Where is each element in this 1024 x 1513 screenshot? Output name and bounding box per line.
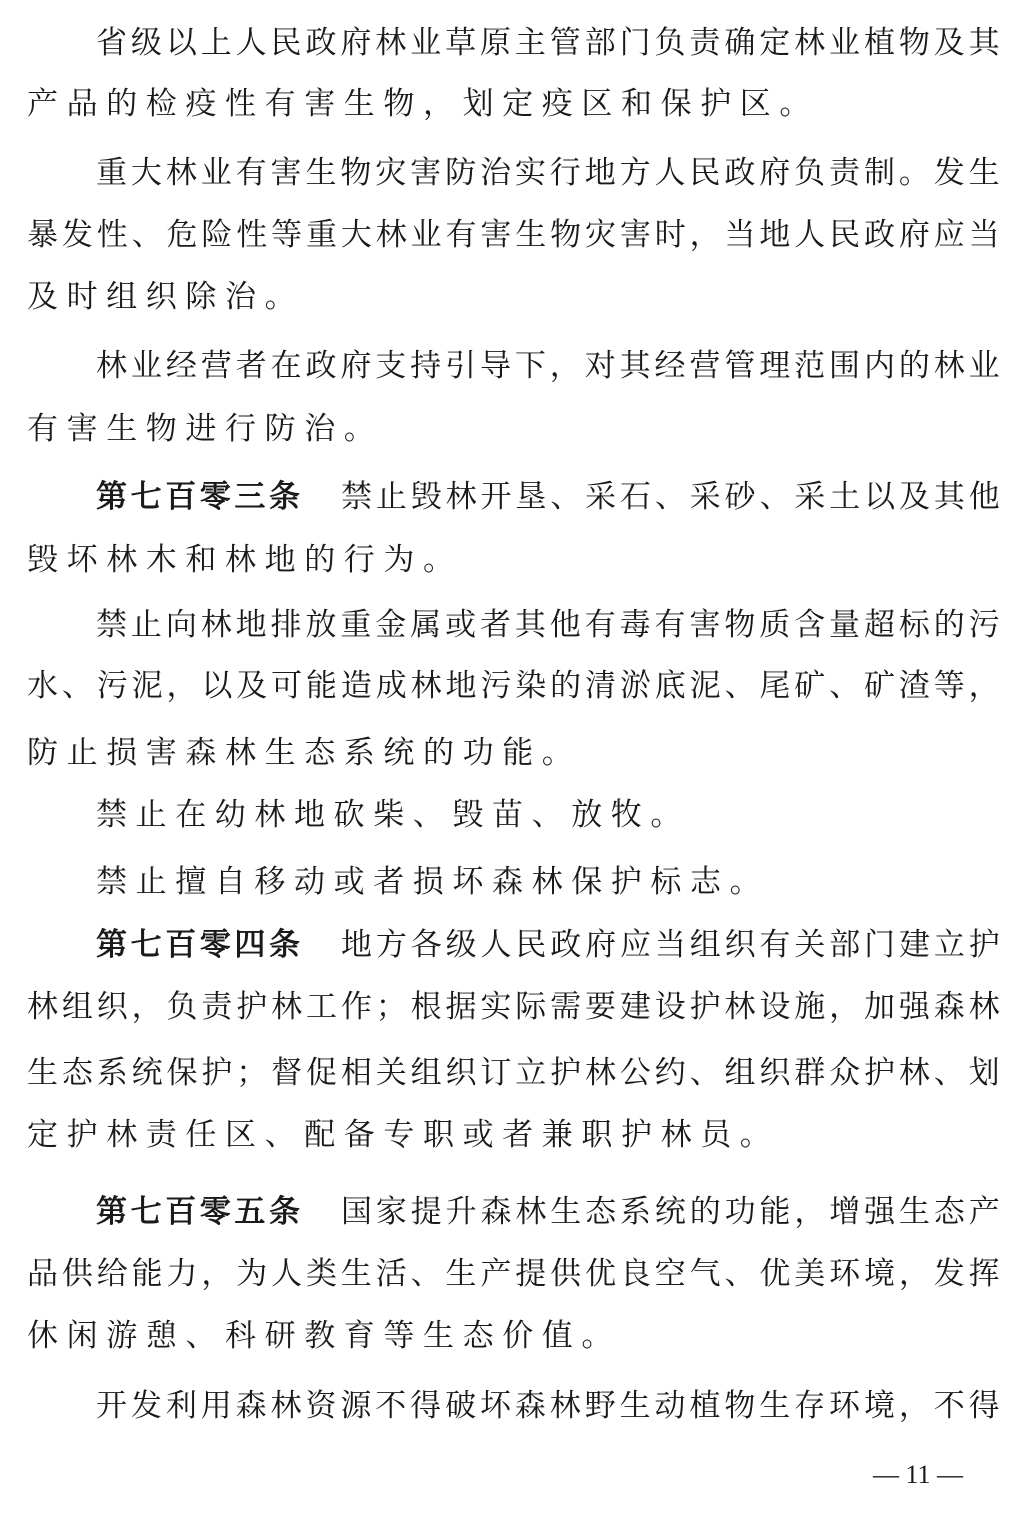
text-line: 林 业 经 营 者 在 政 府 支 持 引 导 下 ， 对 其 经 营 管 理 范 围 内 的 林 业 [96, 348, 1000, 384]
text-line: 暴 发 性 、 危 险 性 等 重 大 林 业 有 害 生 物 灾 害 时 ， 当 地 人 民 政 府 应 当 [27, 217, 1000, 253]
text-line: 禁 止 向 林 地 排 放 重 金 属 或 者 其 他 有 毒 有 害 物 质 含 量 超 标 的 污 [96, 607, 1000, 643]
text-line: 防止损害森林生态系统的功能。 [27, 735, 582, 771]
text-line: 林 组 织 ， 负 责 护 林 工 作 ； 根 据 实 际 需 要 建 设 护 林 设 施 ， 加 强 森 林 [27, 989, 1000, 1025]
article-title: 第 七 百 零 五 条 [96, 1194, 300, 1230]
article-text: 地 方 各 级 人 民 政 府 应 当 组 织 有 关 部 门 建 立 护 [341, 927, 1000, 963]
text-line: 毁坏林木和林地的行为。 [27, 542, 463, 578]
page-number: — 11 — [872, 1460, 964, 1489]
text-line: 产品的检疫性有害生物，划定疫区和保护区。 [27, 86, 819, 122]
text-line: 禁止在幼林地砍柴、毁苗、放牧。 [96, 797, 690, 833]
text-line: 品 供 给 能 力 ， 为 人 类 生 活 、 生 产 提 供 优 良 空 气 、 优 美 环 境 ， 发 挥 [27, 1256, 1000, 1292]
text-line: 休闲游憩、科研教育等生态价值。 [27, 1318, 621, 1354]
text-line: 开 发 利 用 森 林 资 源 不 得 破 坏 森 林 野 生 动 植 物 生 存 环 境 ， 不 得 [96, 1388, 1000, 1424]
article-text: 禁 止 毁 林 开 垦 、 采 石 、 采 砂 、 采 土 以 及 其 他 [341, 479, 1000, 515]
text-line: 水 、 污 泥 ， 以 及 可 能 造 成 林 地 污 染 的 清 淤 底 泥 、 尾 矿 、 矿 渣 等 ， [27, 668, 1000, 704]
text-line: 定护林责任区、配备专职或者兼职护林员。 [27, 1117, 780, 1153]
text-line: 及时组织除治。 [27, 279, 305, 315]
article-text: 国 家 提 升 森 林 生 态 系 统 的 功 能 ， 增 强 生 态 产 [341, 1194, 1000, 1230]
text-line: 省 级 以 上 人 民 政 府 林 业 草 原 主 管 部 门 负 责 确 定 林 业 植 物 及 其 [96, 25, 1000, 61]
article-title: 第 七 百 零 四 条 [96, 927, 300, 963]
text-line: 重 大 林 业 有 害 生 物 灾 害 防 治 实 行 地 方 人 民 政 府 负 责 制 。 发 生 [96, 155, 1000, 191]
text-line: 生 态 系 统 保 护 ； 督 促 相 关 组 织 订 立 护 林 公 约 、 组 织 群 众 护 林 、 划 [27, 1055, 1000, 1091]
text-line: 禁止擅自移动或者损坏森林保护标志。 [96, 864, 770, 900]
text-line: 有害生物进行防治。 [27, 411, 384, 447]
article-title: 第 七 百 零 三 条 [96, 479, 300, 515]
